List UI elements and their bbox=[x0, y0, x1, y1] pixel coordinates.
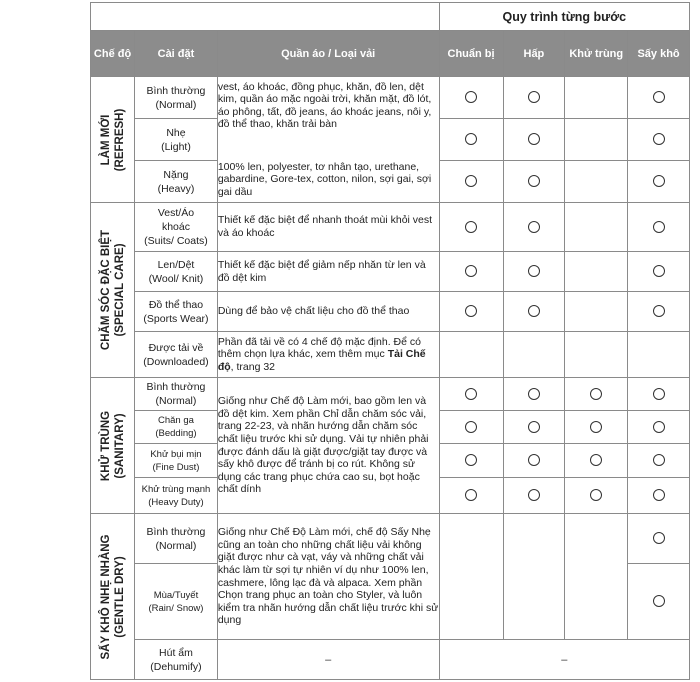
step-mark bbox=[503, 478, 565, 514]
step-mark bbox=[439, 77, 503, 119]
mode-sanitary bbox=[91, 378, 135, 514]
step-circle-icon bbox=[465, 388, 477, 400]
step-mark bbox=[628, 119, 690, 161]
setting-cell bbox=[135, 77, 218, 119]
step-circle-icon bbox=[653, 175, 665, 187]
step-mark bbox=[565, 378, 628, 411]
mode-label-en: (GENTLE DRY) bbox=[113, 555, 126, 638]
step-circle-icon bbox=[590, 454, 602, 466]
setting-name-en: (Suits/ Coats) bbox=[144, 235, 208, 247]
step-circle-icon bbox=[528, 388, 540, 400]
fabric-description bbox=[217, 332, 439, 378]
mode-label: SẤY KHÔ NHẸ NHÀNG bbox=[99, 533, 112, 660]
setting-cell bbox=[135, 292, 218, 332]
step-mark bbox=[503, 203, 565, 252]
step-mark bbox=[628, 332, 690, 378]
step-mark bbox=[439, 252, 503, 292]
setting-cell bbox=[135, 119, 218, 161]
material-list: 100% len, polyester, tơ nhân tạo, urethane, gabardine, Gore-tex, cotton, nilon, sợi gai, sợi gai dầu bbox=[217, 160, 432, 198]
step-mark bbox=[565, 77, 628, 119]
setting-name: Bình thường bbox=[146, 84, 206, 97]
not-applicable-dash: – bbox=[439, 640, 689, 680]
mode-label-en: (REFRESH) bbox=[113, 108, 126, 171]
step-header-sanitize: Khử trùng bbox=[565, 31, 628, 77]
mode-label: KHỬ TRÙNG bbox=[99, 410, 112, 481]
step-circle-icon bbox=[528, 305, 540, 317]
step-mark bbox=[565, 332, 628, 378]
step-mark bbox=[628, 252, 690, 292]
step-circle-icon bbox=[465, 91, 477, 103]
setting-name-en: (Light) bbox=[161, 140, 191, 153]
step-mark bbox=[503, 411, 565, 444]
setting-name-en: (Dehumify) bbox=[150, 660, 202, 673]
step-header-prepare: Chuẩn bị bbox=[439, 31, 503, 77]
step-mark bbox=[439, 411, 503, 444]
setting-cell bbox=[135, 514, 218, 564]
step-circle-icon bbox=[528, 454, 540, 466]
step-circle-icon bbox=[465, 305, 477, 317]
step-mark bbox=[565, 411, 628, 444]
download-mode-link-text: Tải Chế độ bbox=[217, 348, 426, 373]
step-circle-icon bbox=[590, 489, 602, 501]
step-circle-icon bbox=[528, 133, 540, 145]
setting-cell bbox=[135, 564, 218, 640]
step-mark bbox=[503, 252, 565, 292]
setting-cell bbox=[135, 478, 218, 514]
step-mark bbox=[565, 514, 628, 640]
mode-label-en: (SANITARY) bbox=[113, 412, 126, 479]
step-circle-icon bbox=[590, 388, 602, 400]
step-circle-icon bbox=[653, 221, 665, 233]
setting-name: Nhẹ bbox=[166, 126, 186, 139]
step-circle-icon bbox=[465, 133, 477, 145]
fabric-list: vest, áo khoác, đồng phục, khăn, đồ len, dệt kim, quần áo mặc ngoài trời, khăn mặt, đồ lót, áo phông, tất, đồ jeans, áo khoác jeans, nôi y, đồ thể thao, khăn trải bàn bbox=[217, 80, 432, 131]
step-circle-icon bbox=[653, 532, 665, 544]
step-mark bbox=[439, 378, 503, 411]
description-text: Phần đã tải về có 4 chế độ mặc định. Để có thêm chọn lựa khác, xem thêm mục bbox=[217, 335, 421, 361]
setting-cell bbox=[135, 161, 218, 203]
step-circle-icon bbox=[653, 133, 665, 145]
step-mark bbox=[503, 119, 565, 161]
setting-name-en: (Heavy Duty) bbox=[148, 496, 204, 508]
setting-name-en: (Downloaded) bbox=[143, 355, 209, 368]
step-header-steam: Hấp bbox=[503, 31, 565, 77]
step-header-dry: Sấy khô bbox=[628, 31, 690, 77]
step-mark bbox=[439, 161, 503, 203]
step-mark bbox=[503, 77, 565, 119]
process-title: Quy trình từng bước bbox=[439, 3, 689, 31]
fabric-description: Dùng để bảo vệ chất liệu cho đồ thể thao bbox=[217, 292, 439, 332]
step-mark bbox=[628, 411, 690, 444]
step-mark bbox=[565, 161, 628, 203]
setting-name: Khử bụi mịn bbox=[150, 448, 202, 460]
step-mark bbox=[503, 514, 565, 640]
step-mark bbox=[503, 292, 565, 332]
step-mark bbox=[503, 332, 565, 378]
step-circle-icon bbox=[653, 595, 665, 607]
setting-cell bbox=[135, 203, 218, 252]
setting-name: Hút ẩm bbox=[159, 646, 193, 659]
setting-cell bbox=[135, 252, 218, 292]
fabric-description: Giống như Chế độ Làm mới, bao gồm len và đồ dệt kim. Xem phần Chỉ dẫn chăm sóc vải, trang 22-23, và nhãn hướng dẫn chăm sóc chất liệu trước khi sử dụng. Vải tự nhiên phải được đánh dấu là giặt được/giặt tay được và sấy khô được để tránh bị co rút. Không sử dụng các trang phục chứa cao su, bọt hoặc chất dính bbox=[217, 378, 439, 514]
step-circle-icon bbox=[590, 421, 602, 433]
step-mark bbox=[628, 564, 690, 640]
setting-name: Chăn ga bbox=[158, 415, 194, 426]
setting-name-en: (Heavy) bbox=[157, 182, 195, 195]
setting-name: Được tải về bbox=[148, 341, 204, 354]
setting-name-en: (Normal) bbox=[155, 98, 197, 111]
step-mark bbox=[628, 514, 690, 564]
col-setting-header: Cài đặt bbox=[135, 31, 218, 77]
step-mark bbox=[565, 119, 628, 161]
setting-name-en: (Normal) bbox=[155, 539, 197, 552]
setting-name-en: (Bedding) bbox=[155, 428, 197, 439]
setting-name: Len/Dệt bbox=[157, 258, 195, 271]
step-mark bbox=[565, 478, 628, 514]
step-circle-icon bbox=[653, 388, 665, 400]
setting-name: Bình thường bbox=[146, 525, 206, 538]
mode-label: CHĂM SÓC ĐẶC BIỆT bbox=[99, 229, 112, 351]
mode-label: LÀM MỚI bbox=[99, 114, 112, 165]
step-circle-icon bbox=[528, 489, 540, 501]
step-circle-icon bbox=[528, 91, 540, 103]
step-circle-icon bbox=[465, 265, 477, 277]
step-circle-icon bbox=[528, 221, 540, 233]
setting-cell bbox=[135, 444, 218, 478]
step-mark bbox=[628, 378, 690, 411]
step-circle-icon bbox=[465, 221, 477, 233]
step-mark bbox=[565, 252, 628, 292]
step-mark bbox=[565, 444, 628, 478]
fabric-description: Thiết kế đặc biệt để giảm nếp nhăn từ len và đồ dệt kim bbox=[217, 252, 439, 292]
mode-gentle-dry bbox=[91, 514, 135, 680]
step-mark bbox=[628, 478, 690, 514]
step-mark bbox=[628, 444, 690, 478]
description-page-ref: , trang 32 bbox=[230, 360, 276, 373]
col-mode-header: Chế độ bbox=[91, 31, 135, 77]
col-fabric-header: Quần áo / Loại vải bbox=[217, 31, 439, 77]
setting-name-en: (Fine Dust) bbox=[152, 461, 200, 473]
fabric-description: Giống như Chế Độ Làm mới, chế độ Sấy Nhẹ cũng an toàn cho những chất liệu vải không giặt được như cà vạt, váy và những chất vải khác làm từ sợi tự nhiên ví dụ như 100% len, cashmere, lông lạc đà và alpaca. Xem phần Chọn trang phục an toàn cho Styler, và luôn kiểm tra nhãn hướng dẫn chất liệu trước khi sử dụng bbox=[217, 514, 439, 640]
step-mark bbox=[439, 478, 503, 514]
step-circle-icon bbox=[653, 454, 665, 466]
step-mark bbox=[439, 292, 503, 332]
step-circle-icon bbox=[528, 265, 540, 277]
step-circle-icon bbox=[653, 265, 665, 277]
step-circle-icon bbox=[465, 454, 477, 466]
setting-name-en: (Sports Wear) bbox=[143, 312, 209, 325]
step-circle-icon bbox=[653, 489, 665, 501]
laundry-mode-table bbox=[90, 2, 690, 680]
step-circle-icon bbox=[465, 175, 477, 187]
step-circle-icon bbox=[653, 91, 665, 103]
mode-special-care bbox=[91, 203, 135, 378]
header-blank-cell bbox=[91, 3, 440, 31]
setting-name: Bình thường bbox=[146, 381, 206, 393]
setting-name-en: (Rain/ Snow) bbox=[148, 602, 204, 614]
setting-name: Mùa/Tuyết bbox=[153, 589, 199, 601]
setting-name: Vest/Áo bbox=[157, 207, 195, 219]
step-mark bbox=[503, 161, 565, 203]
step-circle-icon bbox=[465, 421, 477, 433]
step-circle-icon bbox=[653, 421, 665, 433]
setting-name: Đồ thể thao bbox=[148, 298, 204, 311]
step-mark bbox=[439, 514, 503, 640]
setting-cell bbox=[135, 640, 218, 680]
step-mark bbox=[628, 203, 690, 252]
step-mark bbox=[565, 292, 628, 332]
mode-label-en: (SPECIAL CARE) bbox=[113, 243, 126, 337]
step-circle-icon bbox=[528, 421, 540, 433]
setting-cell bbox=[135, 411, 218, 444]
setting-name: Khử trùng mạnh bbox=[141, 483, 211, 495]
step-mark bbox=[503, 378, 565, 411]
step-mark bbox=[439, 119, 503, 161]
step-circle-icon bbox=[528, 175, 540, 187]
fabric-description: Thiết kế đặc biệt để nhanh thoát mùi khỏi vest và áo khoác bbox=[217, 203, 439, 252]
setting-name-en: (Wool/ Knit) bbox=[148, 272, 204, 285]
setting-name: khoác bbox=[161, 221, 190, 233]
setting-cell bbox=[135, 378, 218, 411]
fabric-description bbox=[217, 77, 439, 203]
step-mark bbox=[439, 444, 503, 478]
step-circle-icon bbox=[653, 305, 665, 317]
step-mark bbox=[628, 77, 690, 119]
step-mark bbox=[503, 444, 565, 478]
mode-refresh bbox=[91, 77, 135, 203]
not-applicable-dash: – bbox=[217, 640, 439, 680]
step-mark bbox=[628, 161, 690, 203]
step-mark bbox=[628, 292, 690, 332]
setting-name-en: (Normal) bbox=[155, 395, 197, 407]
step-mark bbox=[565, 203, 628, 252]
step-mark bbox=[439, 203, 503, 252]
step-mark bbox=[439, 332, 503, 378]
setting-name: Nặng bbox=[163, 168, 189, 181]
step-circle-icon bbox=[465, 489, 477, 501]
setting-cell bbox=[135, 332, 218, 378]
